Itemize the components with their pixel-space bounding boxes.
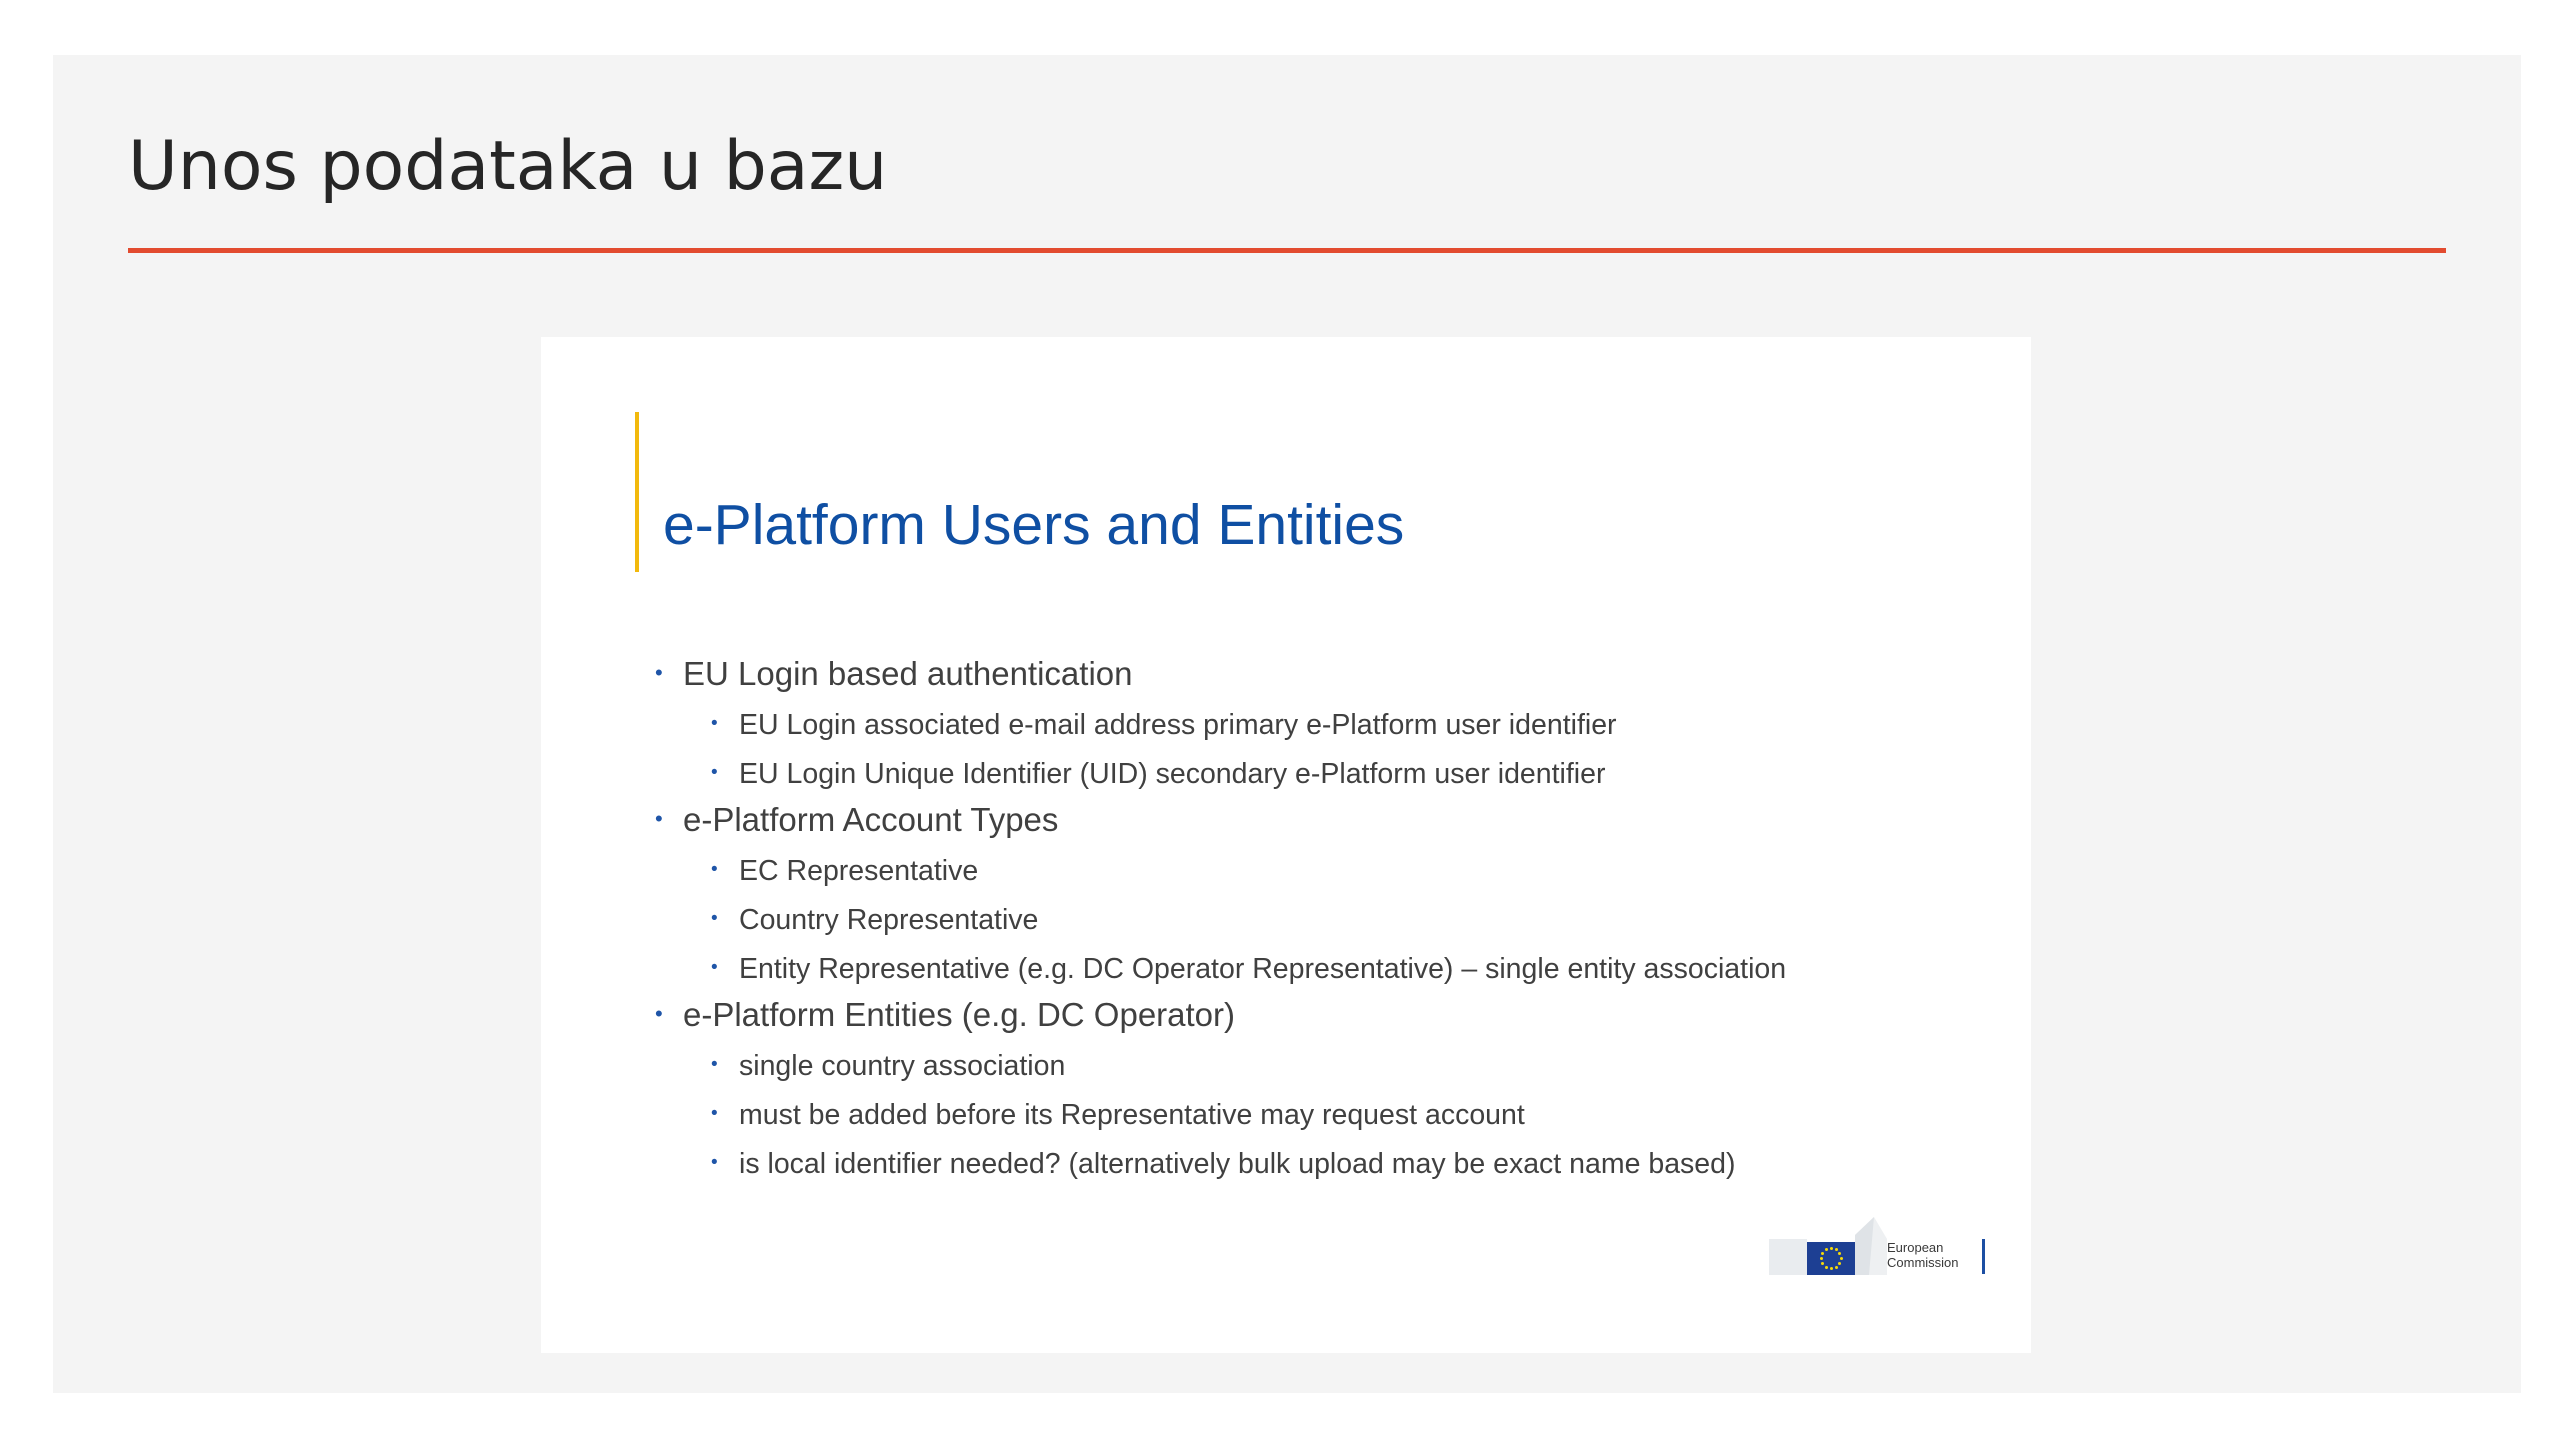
eu-star-icon: [1825, 1266, 1828, 1269]
eu-star-icon: [1838, 1252, 1841, 1255]
ec-logo-bar: [1982, 1239, 1985, 1274]
eu-star-icon: [1820, 1257, 1823, 1260]
sub-bullet-item: [711, 709, 1617, 741]
bullet-item: [655, 996, 1236, 1033]
bullet-text: e-Platform Account Types: [683, 801, 1059, 838]
eu-star-icon: [1840, 1257, 1843, 1260]
title-underline: [128, 248, 2446, 253]
bullet-dot: •: [711, 1054, 718, 1075]
slide: [53, 55, 2521, 1393]
bullet-dot: •: [655, 1001, 663, 1026]
bullet-text: is local identifier needed? (alternatively bulk upload may be exact name based): [739, 1148, 1736, 1180]
european-commission-logo: [1769, 1217, 1994, 1279]
bullet-dot: •: [711, 1152, 718, 1173]
bullet-dot: •: [711, 859, 718, 880]
bullet-text: EU Login Unique Identifier (UID) secondary e-Platform user identifier: [739, 758, 1606, 790]
eu-star-icon: [1838, 1262, 1841, 1265]
eu-star-icon: [1821, 1252, 1824, 1255]
bullet-dot: •: [655, 806, 663, 831]
ec-logo-text: [1887, 1240, 1959, 1270]
sub-bullet-item: [711, 953, 1787, 985]
eu-star-icon: [1830, 1247, 1833, 1250]
bullet-text: must be added before its Representative may request account: [739, 1099, 1525, 1131]
slide-title: Unos podataka u bazu: [128, 127, 888, 206]
sub-bullet-item: [711, 1050, 1066, 1082]
eu-star-icon: [1830, 1267, 1833, 1270]
embedded-slide-title: e-Platform Users and Entities: [663, 493, 1405, 557]
sub-bullet-item: [711, 1148, 1736, 1180]
bullet-text: Entity Representative (e.g. DC Operator Representative) – single entity association: [739, 953, 1787, 985]
ec-logo-line2: Commission: [1887, 1255, 1959, 1270]
bullet-dot: •: [711, 1103, 718, 1124]
bullet-text: EU Login associated e-mail address primary e-Platform user identifier: [739, 709, 1617, 741]
eu-star-icon: [1835, 1248, 1838, 1251]
bullet-dot: •: [655, 660, 663, 685]
bullet-item: [655, 801, 1059, 838]
bullet-list: [541, 337, 2031, 1353]
bullet-text: Country Representative: [739, 904, 1039, 936]
bullet-dot: •: [711, 908, 718, 929]
bullet-item: [655, 655, 1133, 692]
bullet-text: EC Representative: [739, 855, 979, 887]
sub-bullet-item: [711, 904, 1039, 936]
sub-bullet-item: [711, 1099, 1525, 1131]
embedded-slide-image: [541, 337, 2031, 1353]
eu-star-icon: [1821, 1262, 1824, 1265]
ec-logo-line1: European: [1887, 1240, 1944, 1255]
bullet-dot: •: [711, 762, 718, 783]
bullet-text: single country association: [739, 1050, 1066, 1082]
eu-star-icon: [1825, 1248, 1828, 1251]
eu-star-icon: [1835, 1266, 1838, 1269]
eu-flag-icon: [1807, 1242, 1855, 1275]
sub-bullet-item: [711, 758, 1606, 790]
bullet-dot: •: [711, 957, 718, 978]
bullet-text: e-Platform Entities (e.g. DC Operator): [683, 996, 1236, 1033]
bullet-dot: •: [711, 713, 718, 734]
sub-bullet-item: [711, 855, 979, 887]
bullet-text: EU Login based authentication: [683, 655, 1133, 692]
